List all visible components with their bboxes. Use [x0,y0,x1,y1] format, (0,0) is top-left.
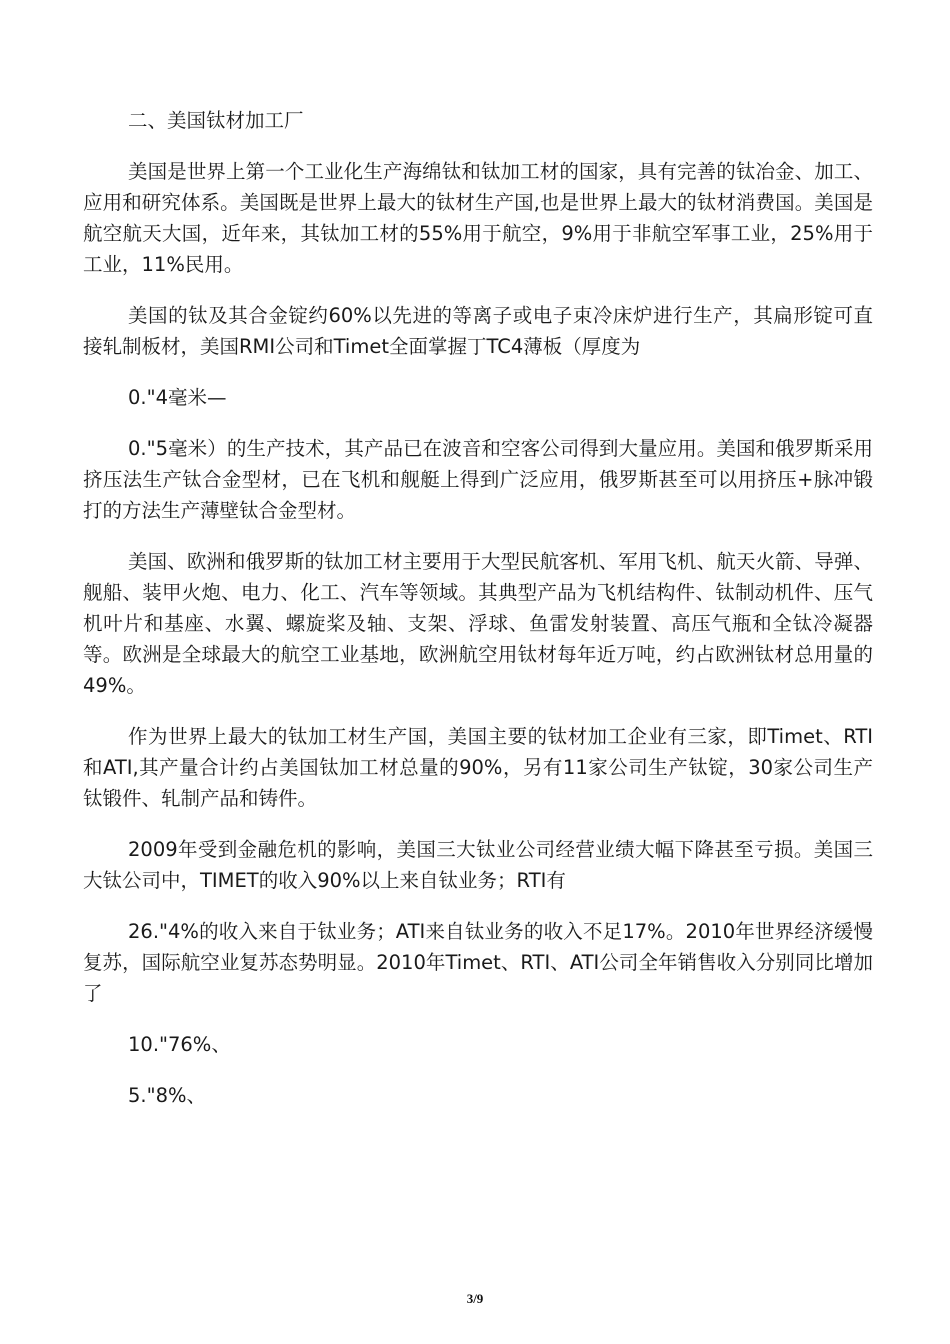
paragraph-7: 2009年受到金融危机的影响，美国三大钛业公司经营业绩大幅下降甚至亏损。美国三大钛公司中，TIMET的收入90%以上来自钛业务；RTI有 [83,838,873,892]
paragraph-4: 0."5毫米）的生产技术，其产品已在波音和空客公司得到大量应用。美国和俄罗斯采用挤压法生产钛合金型材，已在飞机和舰艇上得到广泛应用，俄罗斯甚至可以用挤压+脉冲锻打的方法生产薄壁钛合金型材。 [83,437,873,522]
document-body [83,105,873,1131]
paragraph-2: 美国的钛及其合金锭约60%以先进的等离子或电子束冷床炉进行生产，其扁形锭可直接轧制板材，美国RMI公司和Timet全面掌握丁TC4薄板（厚度为 [83,304,873,358]
paragraph-8: 26."4%的收入来自于钛业务；ATI来自钛业务的收入不足17%。2010年世界经济缓慢复苏，国际航空业复苏态势明显。2010年Timet、RTI、ATI公司全年销售收入分别同比增加了 [83,920,873,1005]
paragraph-6: 作为世界上最大的钛加工材生产国，美国主要的钛材加工企业有三家，即Timet、RTI和ATI,其产量合计约占美国钛加工材总量的90%，另有11家公司生产钛锭，30家公司生产钛锻件、轧制产品和铸件。 [83,725,873,810]
paragraph-10: 5."8%、 [128,1084,207,1107]
paragraph-1: 美国是世界上第一个工业化生产海绵钛和钛加工材的国家，具有完善的钛冶金、加工、应用和研究体系。美国既是世界上最大的钛材生产国,也是世界上最大的钛材消费国。美国是航空航天大国，近年来，其钛加工材的55%用于航空，9%用于非航空军事工业，25%用于工业，11%民用。 [83,160,873,276]
paragraph-9: 10."76%、 [128,1033,231,1056]
paragraph-5: 美国、欧洲和俄罗斯的钛加工材主要用于大型民航客机、军用飞机、航天火箭、导弹、舰船、装甲火炮、电力、化工、汽车等领域。其典型产品为飞机结构件、钛制动机件、压气机叶片和基座、水翼、螺旋桨及轴、支架、浮球、鱼雷发射装置、高压气瓶和全钛冷凝器等。欧洲是全球最大的航空工业基地，欧洲航空用钛材每年近万吨，约占欧洲钛材总用量的49%。 [83,550,873,697]
page-number: 3/9 [466,1291,484,1306]
section-heading: 二、美国钛材加工厂 [128,109,304,132]
paragraph-3: 0."4毫米— [128,386,227,409]
